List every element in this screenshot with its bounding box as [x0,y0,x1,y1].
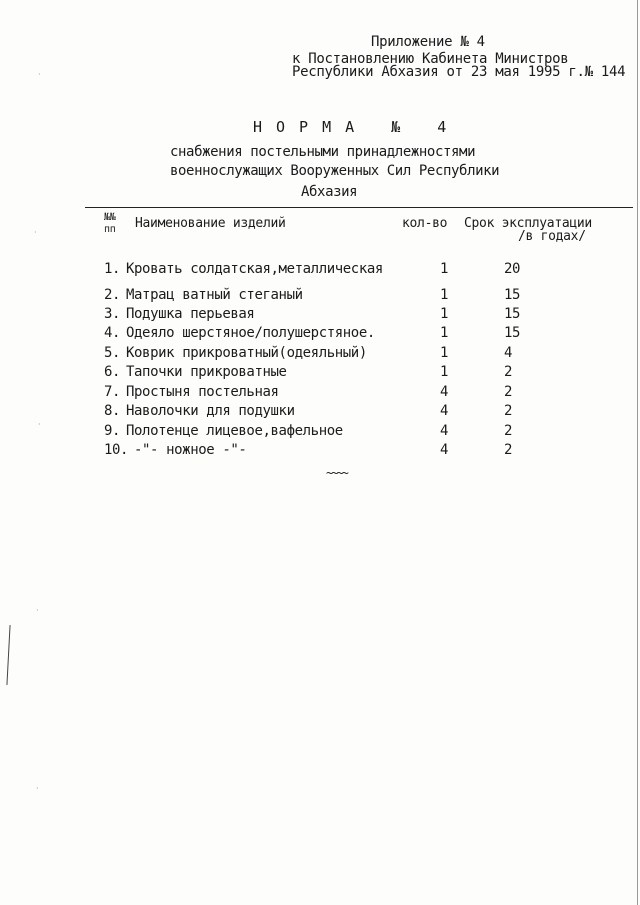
row-quantity: 1 [440,306,449,322]
subtitle-line-2: военнослужащих Вооруженных Сил Республики [170,163,500,179]
row-number: 2. [104,287,121,303]
row-number: 10. [104,442,129,458]
row-number: 1. [104,261,121,277]
row-number: 7. [104,384,121,400]
row-service-term: 2 [504,364,513,380]
row-number: 4. [104,325,121,341]
end-mark: ~~~~ [326,466,347,480]
row-number: 5. [104,345,121,361]
col-header-term: Срок эксплуатации [464,216,592,231]
row-item-name: Коврик прикроватный(одеяльный) [126,345,367,361]
row-service-term: 4 [504,345,513,361]
table-row [104,364,624,382]
row-quantity: 1 [440,287,449,303]
row-item-name: Тапочки прикроватные [126,364,287,380]
row-quantity: 4 [440,403,449,419]
margin-speck: · [38,70,41,79]
row-number: 3. [104,306,121,322]
row-number: 9. [104,423,121,439]
subtitle-line-1: снабжения постельными принадлежностями [170,144,476,160]
table-top-rule [85,207,633,208]
table-row [104,325,624,343]
row-number: 6. [104,364,121,380]
margin-speck: · [34,228,37,237]
row-item-name: Полотенце лицевое,вафельное [126,423,343,439]
row-quantity: 4 [440,442,449,458]
row-item-name: Кровать солдатская,металлическая [126,261,383,277]
col-header-num-top: №№ [104,212,116,223]
margin-mark [6,625,10,685]
col-header-term-unit: /в годах/ [518,229,586,244]
document-title: НОРМА № 4 [253,118,461,136]
row-item-name: -"- ножное -"- [134,442,247,458]
row-quantity: 1 [440,345,449,361]
margin-speck: · [38,420,41,429]
row-service-term: 15 [504,325,521,341]
table-row [104,261,624,279]
table-row [104,384,624,402]
row-item-name: Подушка перьевая [126,306,255,322]
row-service-term: 2 [504,423,513,439]
table-row [104,442,624,460]
row-item-name: Простыня постельная [126,384,279,400]
row-quantity: 4 [440,423,449,439]
table-row [104,306,624,324]
row-service-term: 15 [504,306,521,322]
subtitle-line-3: Абхазия [301,184,358,200]
row-quantity: 1 [440,261,449,277]
appendix-label: Приложение № 4 [371,34,485,50]
table-row [104,423,624,441]
row-service-term: 20 [504,261,521,277]
row-item-name: Одеяло шерстяное/полушерстяное. [126,325,375,341]
row-item-name: Наволочки для подушки [126,403,295,419]
margin-speck: · [36,606,39,615]
row-item-name: Матрац ватный стеганый [126,287,303,303]
row-service-term: 15 [504,287,521,303]
row-quantity: 1 [440,364,449,380]
col-header-num-bottom: пп [104,224,116,235]
margin-speck: · [36,784,39,793]
row-service-term: 2 [504,403,513,419]
row-service-term: 2 [504,384,513,400]
row-number: 8. [104,403,121,419]
table-row [104,287,624,305]
col-header-name: Наименование изделий [135,216,286,231]
row-quantity: 4 [440,384,449,400]
table-row [104,403,624,421]
table-row [104,345,624,363]
header-line-1: к Постановлению Кабинета Министров [292,51,569,67]
row-quantity: 1 [440,325,449,341]
page-edge [637,0,638,905]
header-line-2: Республики Абхазия от 23 мая 1995 г.№ 144 [292,64,626,80]
col-header-qty: кол-во [402,216,448,231]
row-service-term: 2 [504,442,513,458]
